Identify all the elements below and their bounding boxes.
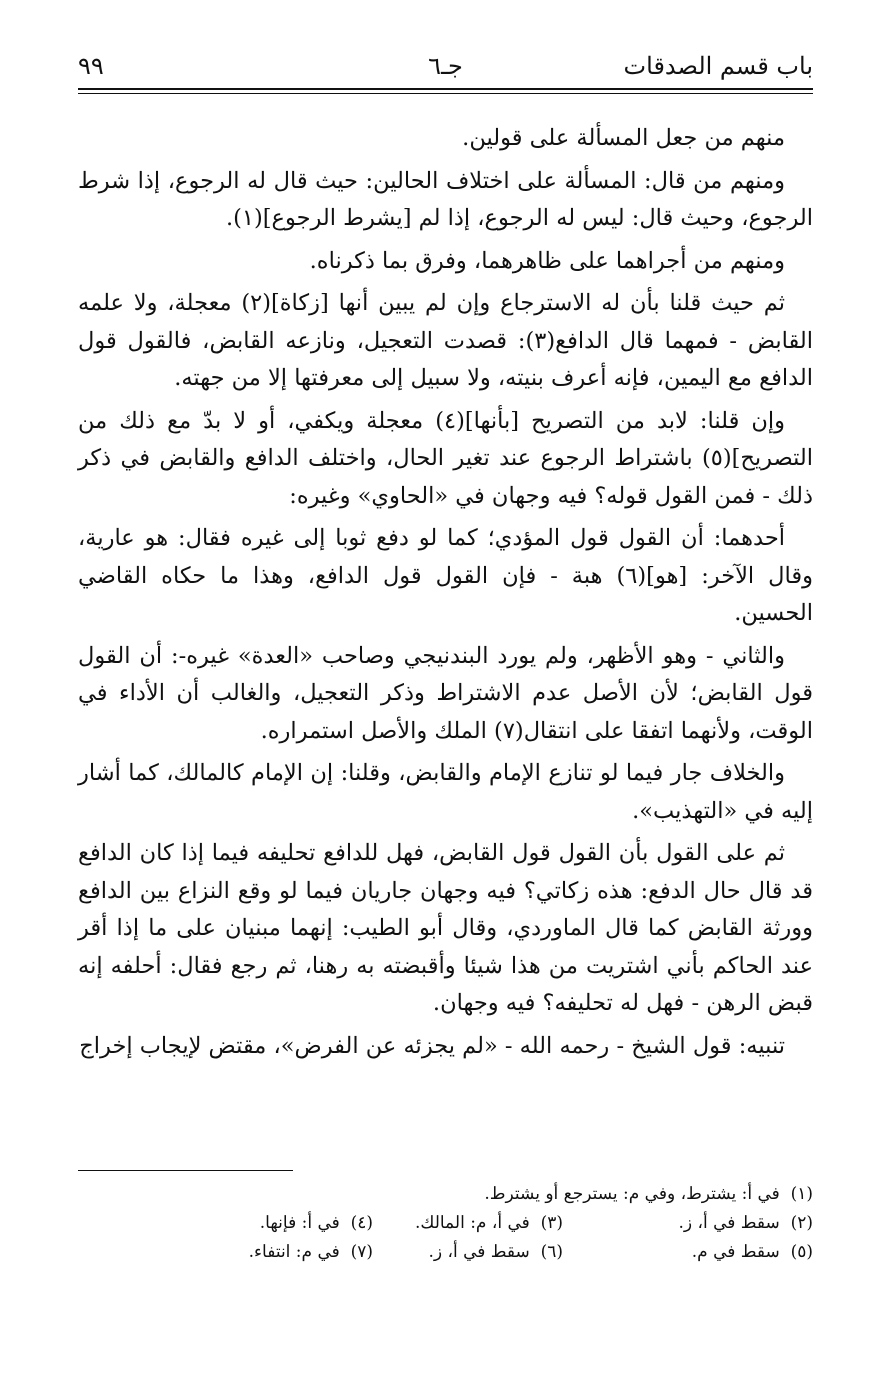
footnote-row <box>78 1238 813 1267</box>
page-number: ٩٩ <box>78 52 104 80</box>
footnote: (٢) سقط في أ، ز. <box>678 1213 813 1233</box>
footnote: (١) في أ: يشترط، وفي م: يسترجع أو يشترط. <box>484 1184 813 1204</box>
volume-label: جـ٦ <box>428 52 463 80</box>
footnote-rule <box>78 1170 293 1171</box>
paragraph: تنبيه: قول الشيخ - رحمه الله - «لم يجزئه عن الفرض»، مقتض لإيجاب إخراج <box>79 1032 785 1059</box>
footnote: (٥) سقط في م. <box>691 1242 813 1262</box>
paragraph: ثم حيث قلنا بأن له الاسترجاع وإن لم يبين أنها [زكاة](٢) معجلة، ولا علمه القابض - فمهما قال الدافع(٣): قصدت التعجيل، ونازعه القابض، فالقول قول الدافع مع اليمين، فإنه أعرف بنيته، ولا سبيل إلى معرفتها إلا من جهته. <box>78 290 813 391</box>
paragraph: ومنهم من أجراهما على ظاهرهما، وفرق بما ذكرناه. <box>309 247 785 274</box>
footnote-row <box>78 1180 813 1209</box>
running-header <box>78 48 813 84</box>
paragraph: أحدهما: أن القول قول المؤدي؛ كما لو دفع ثوبا إلى غيره فقال: هو عارية، وقال الآخر: [هو](٦) هبة - فإن القول قول الدافع، وهذا ما حكاه القاضي الحسين. <box>78 525 813 626</box>
footnote: (٧) في م: انتفاء. <box>248 1242 373 1262</box>
main-text <box>78 120 813 1070</box>
header-rule-thin <box>78 93 813 94</box>
chapter-title: باب قسم الصدقات <box>623 52 813 80</box>
footnote-row <box>78 1209 813 1238</box>
footnote: (٣) في أ، م: المالك. <box>414 1213 563 1233</box>
footnote: (٤) في أ: فإنها. <box>259 1213 373 1233</box>
paragraph: ثم على القول بأن القول قول القابض، فهل للدافع تحليفه فيما إذا كان الدافع قد قال حال الدفع: هذه زكاتي؟ فيه وجهان جاريان فيما لو وقع النزاع بين الدافع وورثة القابض كما قال الماوردي، وقال أبو الطيب: إنهما مبنيان على ما إذا أقر عند الحاكم بأني اشتريت من هذا شيئا وأقبضته به رهنا، ثم رجع فقال: أحلفه إنه قبض الرهن - فهل له تحليفه؟ فيه وجهان. <box>78 840 813 1016</box>
header-rule <box>78 88 813 90</box>
paragraph: وإن قلنا: لابد من التصريح [بأنها](٤) معجلة ويكفي، أو لا بدّ مع ذلك من التصريح](٥) باشتراط الرجوع عند تغير الحال، واختلف الدافع والقابض في ذكر ذلك - فمن القول قوله؟ فيه وجهان في «الحاوي» وغيره: <box>78 407 813 509</box>
footnote: (٦) سقط في أ، ز. <box>428 1242 563 1262</box>
paragraph: والخلاف جار فيما لو تنازع الإمام والقابض، وقلنا: إن الإمام كالمالك، كما أشار إليه في «التهذيب». <box>78 760 813 824</box>
paragraph: والثاني - وهو الأظهر، ولم يورد البندنيجي وصاحب «العدة» غيره-: أن القول قول القابض؛ لأن الأصل عدم الاشتراط وذكر التعجيل، والغالب أن الأداء في الوقت، ولأنهما اتفقا على انتقال(٧) الملك والأصل استمراره. <box>78 642 813 744</box>
book-page <box>78 48 813 1348</box>
paragraph: ومنهم من قال: المسألة على اختلاف الحالين: حيث قال له الرجوع، إذا شرط الرجوع، وحيث قال: ليس له الرجوع، إذا لم [يشرط الرجوع](١). <box>78 167 813 231</box>
footnotes <box>78 1180 813 1267</box>
paragraph: منهم من جعل المسألة على قولين. <box>462 125 785 151</box>
